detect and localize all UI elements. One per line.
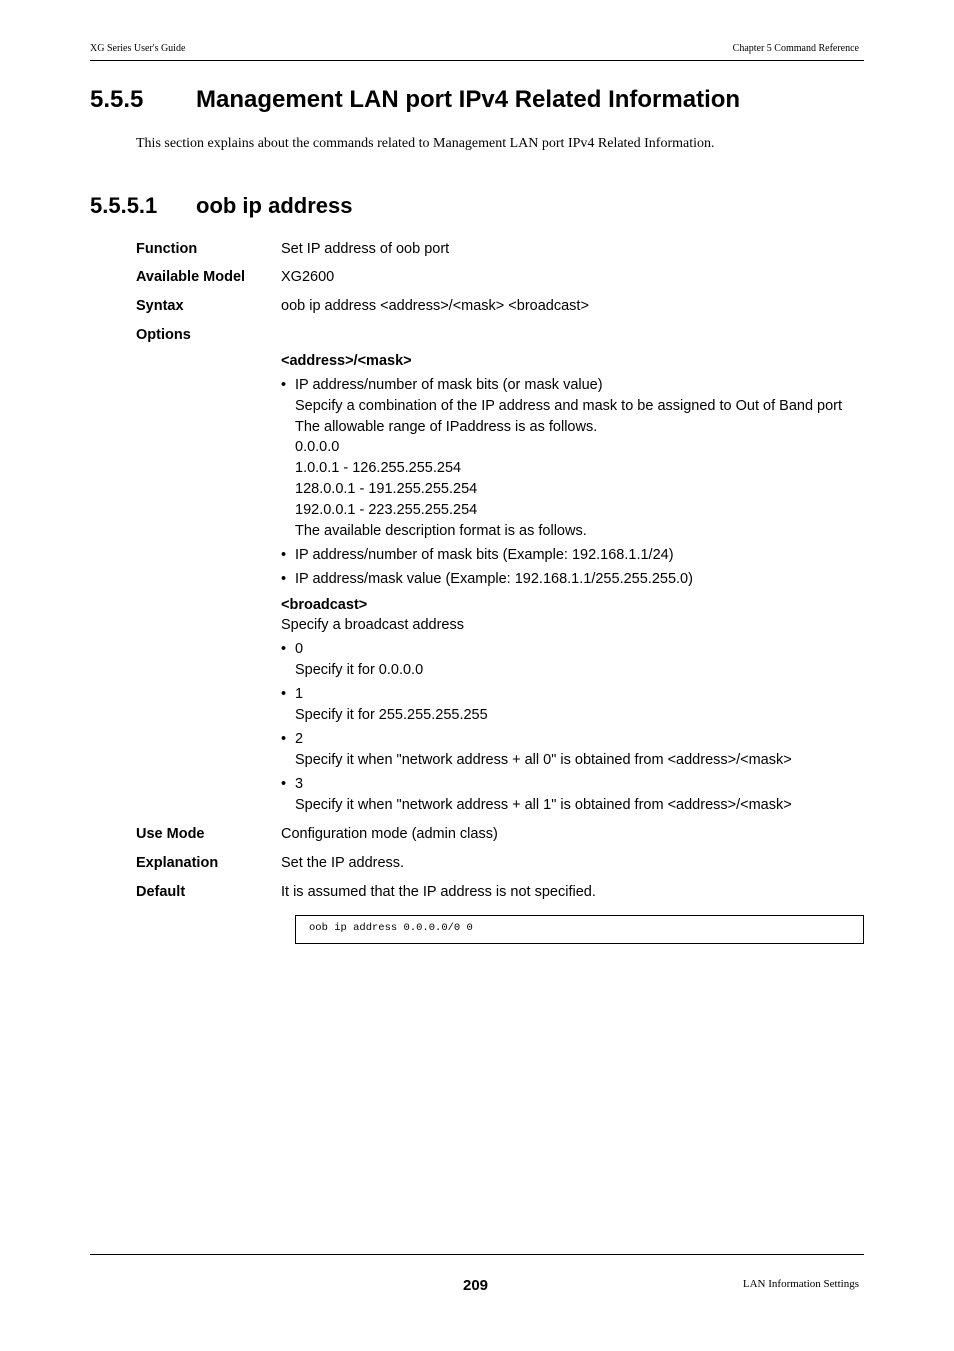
code-example: oob ip address 0.0.0.0/0 0: [309, 922, 473, 934]
section-intro: This section explains about the commands related to Management LAN port IPv4 Related Information.: [136, 136, 715, 151]
broadcast-item: • 0: [281, 641, 304, 657]
broadcast-description: Specify a broadcast address: [281, 617, 464, 633]
broadcast-item-desc: Specify it for 0.0.0.0: [295, 662, 424, 678]
address-detail-line: 192.0.0.1 - 223.255.255.254: [295, 502, 478, 518]
broadcast-item-value: 0: [295, 641, 304, 657]
broadcast-item: • 1: [281, 686, 304, 702]
use-mode-label: Use Mode: [136, 826, 205, 842]
address-bullet-2: • IP address/number of mask bits (Example: 192.168.1.1/24): [281, 547, 674, 563]
footer-rule: [90, 1254, 864, 1255]
model-label: Available Model: [136, 269, 246, 285]
running-header-left: XG Series User's Guide: [90, 43, 186, 54]
explanation-label: Explanation: [136, 855, 219, 871]
address-detail-line: 1.0.0.1 - 126.255.255.254: [295, 460, 462, 476]
address-detail-line: The available description format is as follows.: [295, 523, 587, 539]
broadcast-item-value: 1: [295, 686, 304, 702]
section-number: 5.5.5: [90, 86, 144, 113]
function-value: Set IP address of oob port: [281, 241, 450, 257]
options-label: Options: [136, 327, 191, 343]
address-detail-line: 0.0.0.0: [295, 439, 340, 455]
use-mode-value: Configuration mode (admin class): [281, 826, 498, 842]
address-bullet-3: • IP address/mask value (Example: 192.168.1.1/255.255.255.0): [281, 571, 693, 587]
subsection-heading: [90, 193, 352, 219]
address-detail-line: Sepcify a combination of the IP address and mask to be assigned to Out of Band port: [295, 398, 843, 414]
default-label: Default: [136, 884, 186, 900]
broadcast-item: • 3: [281, 776, 304, 792]
address-bullet-3-text: IP address/mask value (Example: 192.168.1.1/255.255.255.0): [295, 571, 693, 587]
section-heading: [90, 86, 740, 114]
page-number: 209: [463, 1277, 489, 1294]
running-footer-right: LAN Information Settings: [742, 1278, 859, 1290]
syntax-label: Syntax: [136, 298, 184, 314]
broadcast-item: • 2: [281, 731, 304, 747]
subsection-number: 5.5.5.1: [90, 193, 158, 218]
address-detail-line: The allowable range of IPaddress is as follows.: [295, 419, 598, 435]
address-option-heading: <address>/<mask>: [281, 353, 412, 369]
running-header-right: Chapter 5 Command Reference: [732, 43, 859, 54]
default-value: It is assumed that the IP address is not specified.: [281, 884, 596, 900]
broadcast-item-value: 2: [295, 731, 304, 747]
broadcast-item-desc: Specify it when "network address + all 1" is obtained from <address>/<mask>: [295, 797, 792, 813]
broadcast-item-desc: Specify it when "network address + all 0" is obtained from <address>/<mask>: [295, 752, 792, 768]
explanation-value: Set the IP address.: [281, 855, 405, 871]
broadcast-item-desc: Specify it for 255.255.255.255: [295, 707, 488, 723]
address-detail-line: 128.0.0.1 - 191.255.255.254: [295, 481, 478, 497]
address-bullet-1: • IP address/number of mask bits (or mask value): [281, 377, 603, 393]
section-title: Management LAN port IPv4 Related Information: [196, 86, 741, 113]
address-bullet-1-text: IP address/number of mask bits (or mask value): [295, 377, 603, 393]
header-rule: [90, 60, 864, 61]
code-example-box: [295, 915, 864, 944]
address-bullet-2-text: IP address/number of mask bits (Example: 192.168.1.1/24): [295, 547, 674, 563]
model-value: XG2600: [281, 269, 335, 285]
syntax-value: oob ip address <address>/<mask> <broadcast>: [281, 298, 589, 314]
broadcast-item-value: 3: [295, 776, 304, 792]
broadcast-option-heading: <broadcast>: [281, 597, 368, 613]
subsection-title: oob ip address: [196, 193, 353, 218]
function-label: Function: [136, 241, 198, 257]
